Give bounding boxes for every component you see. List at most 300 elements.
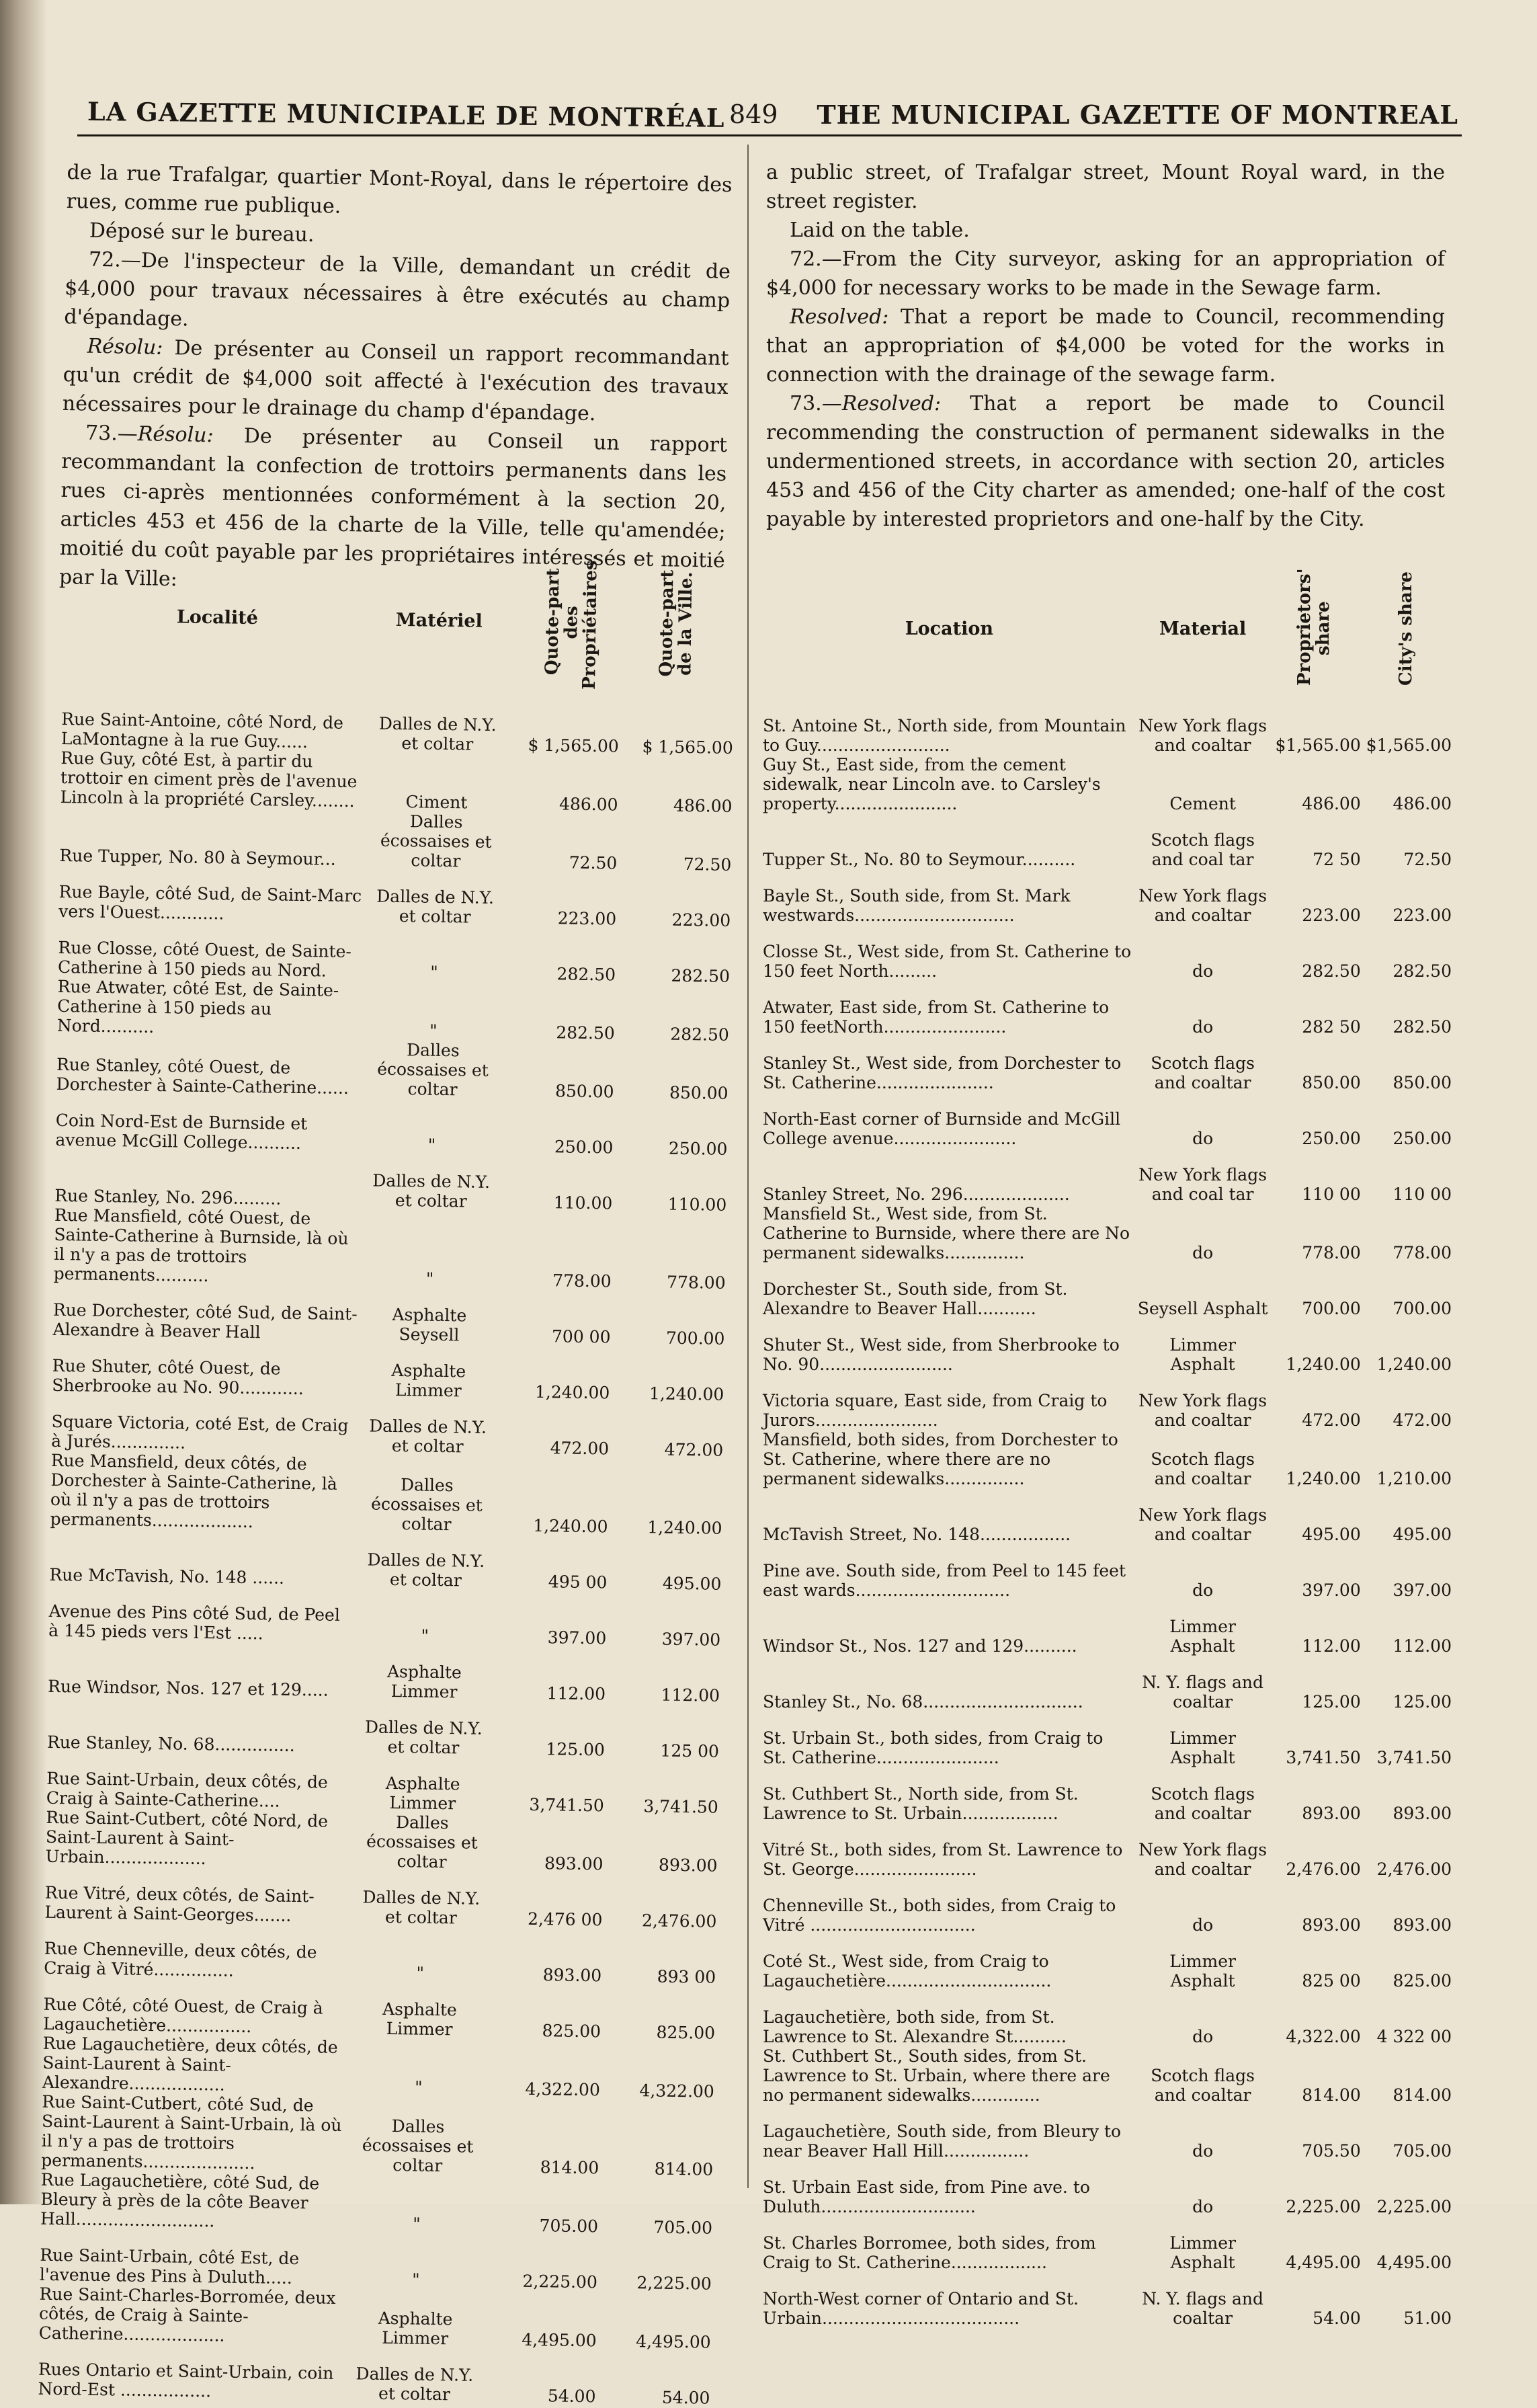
fr-header-localite: Localité: [176, 606, 259, 629]
fr-cell-proprietors-share: 4,322.00: [525, 2079, 601, 2100]
english-column: [766, 158, 1445, 534]
table-row: [40, 2170, 713, 2238]
en-resolved-text-2: That a report be made to Council recommending the construction of permanent sidewalks in the undermentioned streets, in accordance with section 20, articles 453 and 456 of the City charter as amended; one-half of the cost payable by interested proprietors and one-half by the City.: [766, 392, 1445, 531]
fr-resolu-label: Résolu:: [87, 334, 163, 360]
fr-cell-material: Asphalte Limmer: [386, 1661, 462, 1702]
fr-cell-proprietors-share: 814.00: [540, 2157, 599, 2178]
fr-para-4: [63, 331, 729, 431]
en-cell-material: do: [1192, 2141, 1214, 2161]
table-row: [763, 2216, 1452, 2272]
fr-cell-material: ": [429, 1020, 438, 1041]
en-cell-proprietors-share: 54.00: [1313, 2309, 1361, 2328]
en-cell-material: New York flags and coaltar: [1138, 886, 1268, 925]
en-cell-material: New York flags and coaltar: [1138, 1391, 1268, 1430]
fr-cell-proprietors-share: 705.00: [539, 2216, 599, 2237]
table-row: [763, 1374, 1452, 1430]
en-cell-location: Pine ave. South side, from Peel to 145 feet east wards.............................: [763, 1561, 1126, 1600]
fr-cell-city-share: 125 00: [660, 1740, 720, 1761]
fr-cell-location: Rue Atwater, côté Est, de Sainte-Catherine à 150 pieds au Nord..........: [56, 976, 339, 1037]
fr-header-proprietaires-cell: [505, 544, 622, 700]
table-row: [58, 921, 731, 986]
fr-cell-material: Dalles de N.Y. et coltar: [367, 1550, 485, 1591]
fr-cell-location: Avenue des Pins côté Sud, de Peel à 145 pieds vers l'Est .....: [48, 1601, 341, 1644]
fr-cell-location: Rues Ontario et Saint-Urbain, coin Nord-Est .................: [38, 2359, 334, 2401]
en-cell-material: Limmer Asphalt: [1169, 1952, 1236, 1991]
fr-cell-proprietors-share: 893.00: [544, 1853, 604, 1874]
fr-resolu-text-2: De présenter au Conseil un rapport recommandant la confection de trottoirs permanents dans les rues ci-après mentionnées conformément à la section 20, articles 453 et 456 de la charte de la Ville, telle qu'amendée; moitié du coût payable par les propriétaires intéressés et moitié par la Ville:: [58, 424, 728, 592]
en-cell-city-share: 3,741.50: [1376, 1748, 1452, 1767]
fr-cell-city-share: 3,741.50: [643, 1796, 718, 1817]
en-cell-material: Scotch flags and coaltar: [1151, 1449, 1255, 1488]
fr-cell-material: ": [414, 2077, 423, 2097]
en-cell-city-share: 700.00: [1393, 1299, 1452, 1318]
fr-cell-material: Dalles écossaises et coltar: [362, 2116, 474, 2176]
fr-cell-material: ": [425, 1269, 434, 1289]
table-row: [763, 2161, 1452, 2216]
fr-cell-city-share: 4,495.00: [636, 2331, 711, 2352]
en-cell-city-share: 893.00: [1393, 1915, 1452, 1935]
table-row: [763, 1037, 1452, 1092]
fr-cell-location: Rue Saint-Antoine, côté Nord, de LaMontagne à la rue Guy......: [60, 709, 344, 752]
fr-cell-proprietors-share: 1,240.00: [534, 1381, 610, 1403]
en-cell-proprietors-share: 705.50: [1302, 2141, 1361, 2161]
fr-cell-location: Coin Nord-Est de Burnside et avenue McGill College..........: [55, 1110, 308, 1154]
en-cell-city-share: 495.00: [1393, 1525, 1452, 1544]
en-cell-city-share: 51.00: [1403, 2309, 1452, 2328]
fr-cell-proprietors-share: 110.00: [553, 1193, 613, 1213]
en-header-proprietors: Proprietors' share: [1294, 568, 1334, 686]
en-cell-material: Scotch flags and coaltar: [1151, 2066, 1255, 2105]
table-row: [43, 1978, 716, 2043]
fr-cell-location: Rue Stanley, côté Ouest, de Dorchester à Sainte-Catherine......: [56, 1054, 349, 1098]
en-cell-city-share: $1,565.00: [1366, 735, 1452, 755]
en-cell-proprietors-share: 397.00: [1302, 1580, 1361, 1600]
en-cell-proprietors-share: 1,240.00: [1286, 1355, 1361, 1374]
table-row: [38, 2343, 710, 2408]
en-cell-proprietors-share: 495.00: [1302, 1525, 1361, 1544]
table-row: [763, 813, 1452, 869]
table-row: [763, 1204, 1452, 1262]
table-row: [763, 1656, 1452, 1712]
en-cell-location: Windsor St., Nos. 127 and 129..........: [763, 1636, 1077, 1656]
fr-cell-location: Rue Tupper, No. 80 à Seymour...: [59, 845, 336, 869]
fr-cell-material: Asphalte Limmer: [378, 2308, 453, 2349]
table-row: [763, 1148, 1452, 1204]
table-row: [763, 1262, 1452, 1318]
en-cell-material: N. Y. flags and coaltar: [1142, 1673, 1263, 1712]
table-row: [59, 807, 732, 875]
fr-cell-city-share: 223.00: [671, 910, 731, 930]
fr-cell-proprietors-share: 223.00: [557, 908, 617, 929]
fr-cell-proprietors-share: 893.00: [542, 1965, 602, 1986]
en-cell-material: Limmer Asphalt: [1169, 1617, 1236, 1656]
en-cell-material: Seysell Asphalt: [1137, 1299, 1268, 1318]
en-header-location: Location: [905, 618, 993, 639]
fr-cell-proprietors-share: 282.50: [556, 1022, 615, 1043]
fr-cell-location: Rue Windsor, Nos. 127 et 129.....: [47, 1676, 329, 1700]
fr-cell-proprietors-share: 2,225.00: [522, 2271, 598, 2292]
fr-cell-proprietors-share: 472.00: [550, 1438, 610, 1459]
en-cell-proprietors-share: 125.00: [1302, 1692, 1361, 1712]
en-cell-city-share: 850.00: [1393, 1073, 1452, 1092]
table-row: [763, 1488, 1452, 1544]
fr-cell-city-share: 825.00: [656, 2022, 716, 2043]
page-number: 849: [729, 99, 778, 129]
en-cell-location: Chenneville St., both sides, from Craig to Vitré ...............................: [763, 1896, 1116, 1935]
fr-cell-material: ": [411, 2270, 420, 2290]
table-row: [47, 1696, 720, 1761]
fr-cell-city-share: 72.50: [683, 854, 732, 875]
en-cell-location: St. Charles Borromee, both sides, from Craig to St. Catherine..................: [763, 2233, 1096, 2272]
fr-resolu-label-2: Résolu:: [137, 422, 214, 448]
en-cell-location: Bayle St., South side, from St. Mark westwards..............................: [763, 886, 1071, 925]
en-cell-material: do: [1192, 1580, 1214, 1600]
fr-cell-proprietors-share: 1,240.00: [533, 1515, 608, 1537]
en-cell-material: New York flags and coaltar: [1138, 1505, 1268, 1544]
en-cell-location: Stanley Street, No. 296....................: [763, 1185, 1070, 1204]
en-cell-location: Lagauchetière, both side, from St. Lawrence to St. Alexandre St..........: [763, 2007, 1067, 2046]
fr-cell-material: ": [427, 1135, 436, 1155]
en-cell-proprietors-share: 1,240.00: [1286, 1469, 1361, 1488]
en-header-city: City's share: [1396, 571, 1417, 686]
table-row: [52, 1283, 725, 1349]
table-row: [763, 1430, 1452, 1488]
fr-cell-material: ": [413, 2214, 421, 2234]
en-header-material: Material: [1159, 618, 1247, 639]
en-cell-proprietors-share: 282.50: [1302, 961, 1361, 981]
fr-cell-city-share: 1,240.00: [649, 1383, 724, 1404]
fr-header-ville-cell: [620, 546, 736, 702]
table-row: [763, 1935, 1452, 1991]
fr-cell-material: Dalles de N.Y. et coltar: [362, 1887, 481, 1928]
table-row: [44, 1922, 716, 1987]
fr-cell-location: Rue Stanley, No. 296.........: [54, 1185, 282, 1209]
en-cell-location: Stanley St., No. 68..............................: [763, 1692, 1083, 1712]
en-cell-material: do: [1192, 1915, 1214, 1935]
fr-cell-material: Dalles écossaises et coltar: [366, 1812, 478, 1872]
table-row: [44, 1866, 717, 1931]
en-cell-proprietors-share: 486.00: [1302, 794, 1361, 813]
fr-cell-proprietors-share: 495 00: [548, 1572, 608, 1593]
table-row: [763, 981, 1452, 1037]
fr-cell-material: Dalles écossaises et coltar: [376, 1040, 489, 1100]
en-cell-location: Dorchester St., South side, from St. Alexandre to Beaver Hall...........: [763, 1279, 1068, 1318]
en-cell-location: Guy St., East side, from the cement sidewalk, near Lincoln ave. to Carsley's property.......................: [763, 755, 1101, 813]
en-cell-city-share: 112.00: [1393, 1636, 1452, 1656]
fr-cell-location: Rue Saint-Urbain, deux côtés, de Craig à Sainte-Catherine....: [46, 1768, 328, 1811]
table-row: [54, 1205, 727, 1293]
table-row: [52, 1339, 724, 1404]
en-cell-city-share: 110 00: [1393, 1185, 1452, 1204]
fr-cell-material: Asphalte Limmer: [391, 1360, 466, 1401]
fr-cell-proprietors-share: 54.00: [547, 2386, 596, 2407]
fr-cell-city-share: 54.00: [661, 2387, 710, 2408]
fr-cell-location: Rue Saint-Cutbert, côté Nord, de Saint-Laurent à Saint-Urbain...................: [45, 1807, 329, 1869]
fr-cell-proprietors-share: 2,476 00: [527, 1909, 603, 1930]
en-cell-material: Limmer Asphalt: [1169, 2233, 1236, 2272]
en-cell-material: Cement: [1169, 794, 1236, 813]
table-row: [49, 1529, 722, 1594]
fr-cell-material: Dalles de N.Y. et coltar: [356, 2364, 474, 2405]
table-row: [763, 1600, 1452, 1656]
table-row: [40, 2229, 712, 2294]
fr-header-proprietaires: Quote-part des Propriétaires.: [542, 554, 601, 690]
table-row: [763, 1092, 1452, 1148]
en-cell-proprietors-share: 472.00: [1302, 1410, 1361, 1430]
fr-cell-location: Rue Dorchester, côté Sud, de Saint-Alexandre à Beaver Hall: [52, 1299, 358, 1342]
column-divider: [747, 145, 749, 2188]
fr-cell-proprietors-share: 112.00: [546, 1683, 606, 1704]
fr-cell-material: ": [421, 1626, 429, 1646]
en-cell-city-share: 1,240.00: [1376, 1355, 1452, 1374]
en-cell-proprietors-share: 3,741.50: [1286, 1748, 1361, 1767]
en-cell-material: Scotch flags and coaltar: [1151, 1784, 1255, 1823]
page-binding-shadow: [0, 0, 47, 2204]
en-cell-location: Stanley St., West side, from Dorchester to St. Catherine......................: [763, 1053, 1122, 1092]
fr-cell-city-share: 4,322.00: [639, 2081, 715, 2101]
en-cell-city-share: 4 322 00: [1376, 2027, 1452, 2046]
fr-cell-city-share: 2,225.00: [636, 2273, 712, 2294]
fr-cell-city-share: $ 1,565.00: [642, 737, 733, 758]
fr-cell-location: Rue Lagauchetière, côté Sud, de Bleury à près de la côte Beaver Hall..........................: [40, 2169, 320, 2231]
fr-cell-proprietors-share: 250.00: [554, 1137, 614, 1158]
table-row: [41, 2092, 714, 2179]
fr-cell-city-share: 282.50: [670, 1024, 729, 1045]
fr-cell-material: Dalles écossaises et coltar: [370, 1475, 483, 1535]
table-row: [763, 1767, 1452, 1823]
french-column: [59, 158, 733, 604]
fr-item-73: 73.—: [85, 421, 138, 446]
en-cell-location: St. Cuthbert St., North side, from St. Lawrence to St. Urbain..................: [763, 1784, 1079, 1823]
fr-cell-proprietors-share: 125.00: [546, 1739, 606, 1760]
en-cell-city-share: 72.50: [1403, 850, 1452, 869]
header-english-title: THE MUNICIPAL GAZETTE OF MONTREAL: [817, 99, 1458, 130]
en-cell-city-share: 778.00: [1393, 1243, 1452, 1262]
english-sidewalk-table: [763, 558, 1452, 2328]
en-cell-location: St. Urbain St., both sides, from Craig to St. Catherine.......................: [763, 1728, 1104, 1767]
en-cell-city-share: 486.00: [1393, 794, 1452, 813]
fr-para-2: Déposé sur le bureau.: [89, 218, 315, 247]
table-row: [763, 1544, 1452, 1600]
table-row: [55, 1094, 728, 1159]
fr-cell-proprietors-share: 397.00: [547, 1628, 607, 1648]
fr-cell-location: Rue Mansfield, côté Ouest, de Sainte-Catherine à Burnside, là où il n'y a pas de trottoirs permanents..........: [53, 1205, 349, 1286]
fr-cell-city-share: 700.00: [665, 1328, 725, 1349]
fr-cell-material: ": [416, 1963, 425, 1983]
header-french-title: LA GAZETTE MUNICIPALE DE MONTRÉAL: [87, 96, 725, 133]
en-header-proprietors-cell: [1270, 558, 1361, 699]
table-row: [54, 1150, 727, 1215]
en-cell-city-share: 282.50: [1393, 1017, 1452, 1037]
en-cell-city-share: 814.00: [1393, 2085, 1452, 2105]
en-cell-proprietors-share: 850.00: [1302, 1073, 1361, 1092]
en-resolved-label: Resolved:: [790, 305, 889, 329]
fr-cell-material: Ciment: [405, 792, 468, 813]
table-row: [45, 1808, 718, 1876]
fr-cell-location: Rue Stanley, No. 68...............: [46, 1732, 295, 1755]
en-cell-city-share: 472.00: [1393, 1410, 1452, 1430]
fr-cell-location: Rue Côté, côté Ouest, de Craig à Lagauchetière................: [42, 1994, 323, 2037]
en-cell-city-share: 4,495.00: [1376, 2253, 1452, 2272]
fr-cell-city-share: 495.00: [662, 1573, 722, 1594]
fr-cell-material: Dalles de N.Y. et coltar: [378, 713, 497, 754]
fr-cell-proprietors-share: 486.00: [558, 794, 618, 815]
en-cell-location: McTavish Street, No. 148.................: [763, 1525, 1071, 1544]
en-cell-proprietors-share: 112.00: [1302, 1636, 1361, 1656]
fr-cell-material: Dalles de N.Y. et coltar: [369, 1416, 487, 1457]
fr-cell-location: Rue McTavish, No. 148 ......: [49, 1564, 285, 1588]
en-para-2: Laid on the table.: [790, 218, 970, 242]
table-row: [61, 692, 734, 758]
table-row: [50, 1451, 723, 1538]
fr-cell-location: Square Victoria, coté Est, de Craig à Jurés..............: [51, 1411, 349, 1453]
table-row: [60, 748, 733, 816]
en-cell-material: New York flags and coaltar: [1138, 716, 1268, 755]
fr-cell-location: Rue Saint-Urbain, côté Est, de l'avenue des Pins à Duluth.....: [39, 2245, 300, 2288]
fr-cell-material: Dalles écossaises et coltar: [380, 811, 492, 871]
en-cell-material: New York flags and coaltar: [1138, 1840, 1268, 1879]
en-cell-location: Vitré St., both sides, from St. Lawrence to St. George.......................: [763, 1840, 1123, 1879]
fr-cell-material: ": [430, 962, 438, 982]
fr-resolu-text: De présenter au Conseil un rapport recommandant qu'un crédit de $4,000 soit affecté à l'exécution des travaux nécessaires pour le drainage du champ d'épandage.: [62, 335, 729, 426]
fr-cell-city-share: 397.00: [661, 1629, 721, 1650]
fr-cell-material: Dalles de N.Y. et coltar: [376, 886, 495, 927]
en-cell-proprietors-share: 250.00: [1302, 1129, 1361, 1148]
en-cell-material: N. Y. flags and coaltar: [1142, 2289, 1263, 2328]
en-cell-material: Limmer Asphalt: [1169, 1728, 1236, 1767]
fr-table-body: [38, 692, 733, 2408]
en-cell-proprietors-share: 814.00: [1302, 2085, 1361, 2105]
fr-cell-city-share: 1,240.00: [647, 1517, 722, 1538]
fr-cell-city-share: 705.00: [653, 2217, 713, 2238]
en-cell-location: Mansfield, both sides, from Dorchester to St. Catherine, where there are no permanent sidewalks...............: [763, 1430, 1118, 1488]
en-cell-location: St. Urbain East side, from Pine ave. to Duluth.............................: [763, 2177, 1090, 2216]
en-cell-proprietors-share: 893.00: [1302, 1804, 1361, 1823]
en-cell-location: Tupper St., No. 80 to Seymour..........: [763, 850, 1076, 869]
fr-cell-city-share: 250.00: [668, 1138, 728, 1159]
fr-header-ville: Quote-part de la Ville.: [656, 569, 697, 678]
fr-cell-proprietors-share: 72.50: [569, 852, 618, 873]
fr-cell-location: Rue Closse, côté Ouest, de Sainte-Catherine à 150 pieds au Nord.: [57, 937, 352, 981]
en-cell-city-share: 1,210.00: [1376, 1469, 1452, 1488]
en-cell-material: do: [1192, 961, 1214, 981]
table-row: [56, 1035, 729, 1103]
en-cell-city-share: 397.00: [1393, 1580, 1452, 1600]
table-row: [763, 1712, 1452, 1767]
en-cell-location: Mansfield St., West side, from St. Catherine to Burnside, where there are No permanent sidewalks...............: [763, 1204, 1130, 1262]
table-row: [763, 869, 1452, 925]
en-cell-location: St. Antoine St., North side, from Mountain to Guy.........................: [763, 716, 1126, 755]
fr-cell-city-share: 486.00: [673, 795, 733, 816]
en-cell-location: Coté St., West side, from Craig to Lagauchetière...............................: [763, 1952, 1052, 1991]
fr-para-1: de la rue Trafalgar, quartier Mont-Royal, dans le répertoire des rues, comme rue publique.: [66, 160, 733, 218]
fr-cell-location: Rue Saint-Cutbert, côté Sud, de Saint-Laurent à Saint-Urbain, là où il n'y a pas de trottoirs permanents.....................: [41, 2091, 342, 2173]
en-cell-location: Lagauchetière, South side, from Bleury to near Beaver Hall Hill................: [763, 2122, 1122, 2161]
french-sidewalk-table: [38, 538, 736, 2408]
table-row: [58, 865, 731, 930]
fr-cell-location: Rue Mansfield, deux côtés, de Dorchester à Sainte-Catherine, là où il n'y a pas de trottoirs permanents...................: [50, 1450, 337, 1532]
en-cell-proprietors-share: 2,476.00: [1286, 1859, 1361, 1879]
header-rule: [77, 134, 1462, 136]
fr-cell-material: Dalles de N.Y. et coltar: [364, 1717, 483, 1758]
en-cell-proprietors-share: 4,322.00: [1286, 2027, 1361, 2046]
fr-cell-city-share: 778.00: [666, 1272, 726, 1293]
fr-item-72: 72.—: [88, 247, 142, 273]
en-para-4: [766, 303, 1445, 389]
table-row: [42, 2034, 715, 2101]
en-cell-proprietors-share: 72 50: [1313, 850, 1361, 869]
en-item-73: 73.—: [790, 392, 842, 415]
en-cell-proprietors-share: 223.00: [1302, 906, 1361, 925]
fr-cell-material: Asphalte Limmer: [385, 1773, 460, 1814]
fr-cell-material: Asphalte Limmer: [382, 1999, 458, 2040]
en-cell-material: do: [1192, 1129, 1214, 1148]
fr-cell-material: Asphalte Seysell: [392, 1304, 467, 1345]
en-cell-proprietors-share: 893.00: [1302, 1915, 1361, 1935]
en-cell-city-share: 223.00: [1393, 906, 1452, 925]
en-para-5: [766, 389, 1445, 534]
fr-cell-proprietors-share: 778.00: [552, 1271, 612, 1291]
table-row: [39, 2284, 712, 2352]
en-resolved-label-2: Resolved:: [841, 392, 942, 415]
fr-cell-proprietors-share: $ 1,565.00: [528, 735, 619, 756]
en-cell-material: Scotch flags and coal tar: [1151, 830, 1255, 869]
table-row: [763, 2046, 1452, 2105]
en-cell-city-share: 282.50: [1393, 961, 1452, 981]
table-row: [763, 755, 1452, 813]
table-row: [51, 1395, 724, 1460]
fr-cell-city-share: 850.00: [669, 1082, 729, 1103]
fr-para-3: [64, 245, 731, 344]
table-row: [46, 1752, 719, 1817]
en-cell-proprietors-share: 778.00: [1302, 1243, 1361, 1262]
en-cell-city-share: 2,476.00: [1376, 1859, 1452, 1879]
en-cell-city-share: 125.00: [1393, 1692, 1452, 1712]
fr-cell-city-share: 893 00: [657, 1966, 716, 1987]
en-cell-proprietors-share: 110 00: [1302, 1185, 1361, 1204]
en-cell-location: Closse St., West side, from St. Catherine to 150 feet North.........: [763, 942, 1132, 981]
table-row: [48, 1640, 720, 1705]
fr-cell-city-share: 893.00: [658, 1855, 718, 1876]
fr-cell-city-share: 282.50: [671, 965, 731, 986]
fr-cell-proprietors-share: 3,741.50: [529, 1794, 604, 1816]
en-cell-location: North-East corner of Burnside and McGill College avenue.......................: [763, 1109, 1121, 1148]
en-cell-location: North-West corner of Ontario and St. Urbain.....................................: [763, 2289, 1079, 2328]
table-row: [763, 2105, 1452, 2161]
en-para-1: a public street, of Trafalgar street, Mount Royal ward, in the street register.: [766, 161, 1445, 213]
table-row: [763, 2272, 1452, 2328]
fr-cell-proprietors-share: 825.00: [542, 2021, 601, 2042]
fr-cell-location: Rue Shuter, côté Ouest, de Sherbrooke au No. 90............: [52, 1355, 304, 1399]
en-cell-location: Shuter St., West side, from Sherbrooke to No. 90.........................: [763, 1335, 1120, 1374]
fr-cell-material: Dalles de N.Y. et coltar: [372, 1170, 491, 1211]
en-cell-proprietors-share: $1,565.00: [1275, 735, 1361, 755]
en-cell-material: Limmer Asphalt: [1169, 1335, 1236, 1374]
fr-cell-location: Rue Saint-Charles-Borromée, deux côtés, de Craig à Sainte-Catherine...................: [38, 2284, 336, 2345]
table-row: [763, 699, 1452, 755]
table-row: [763, 1879, 1452, 1935]
en-cell-material: do: [1192, 1017, 1214, 1037]
en-cell-material: Scotch flags and coaltar: [1151, 1053, 1255, 1092]
en-cell-city-share: 2,225.00: [1376, 2197, 1452, 2216]
table-row: [763, 1318, 1452, 1374]
en-cell-material: New York flags and coal tar: [1138, 1165, 1268, 1204]
fr-cell-location: Rue Bayle, côté Sud, de Saint-Marc vers l'Ouest............: [58, 881, 362, 924]
table-row: [57, 977, 730, 1045]
en-cell-location: Victoria square, East side, from Craig to Jurors.......................: [763, 1391, 1108, 1430]
fr-cell-location: Rue Lagauchetière, deux côtés, de Saint-Laurent à Saint-Alexandre..................: [42, 2033, 338, 2095]
table-row: [763, 1991, 1452, 2046]
